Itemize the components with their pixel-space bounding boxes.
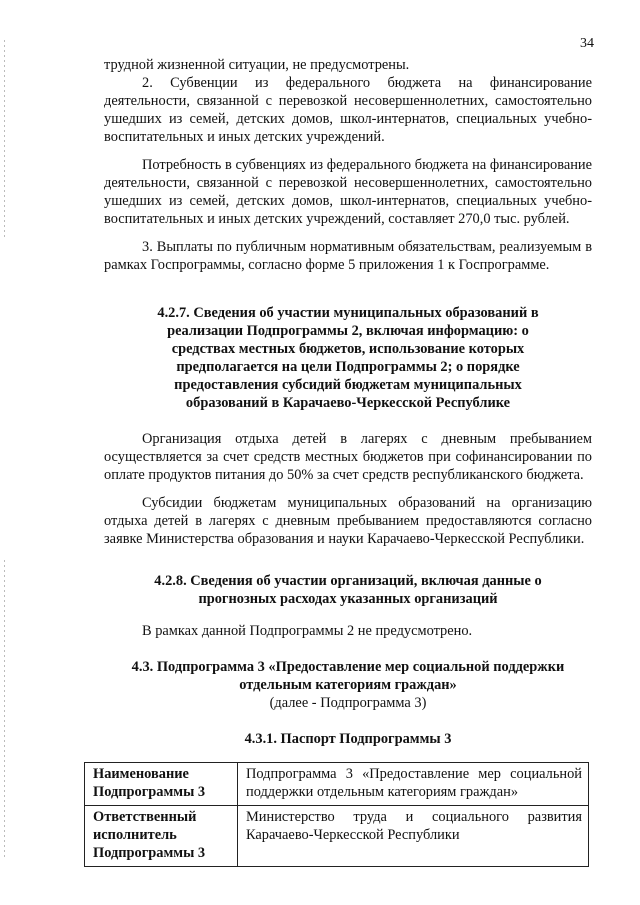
paragraph: 2. Субвенции из федерального бюджета на финансирование деятельности, связанной с перевозкой несовершеннолетних, самостоятельно ушедших из семей, детских домов, школ-интернатов, специальных учебно-воспитательных и иных детских учреждений. (104, 75, 592, 145)
table-cell-value: Министерство труда и социального развития Карачаево-Черкесской Республики (238, 806, 589, 867)
section-heading-4-3: 4.3. Подпрограмма 3 «Предоставление мер социальной поддержки отдельным категориям граждан» (131, 659, 565, 693)
table-cell-label: Ответственный исполнитель Подпрограммы 3 (85, 806, 238, 867)
table-row (85, 763, 589, 806)
paragraph: Потребность в субвенциях из федерального бюджета на финансирование деятельности, связанной с перевозкой несовершеннолетних, самостоятельно ушедших из семей, детских домов, школ-интернатов, специальных учебно-воспитательных и иных детских учреждений, составляет 270,0 тыс. рублей. (104, 157, 592, 227)
page-number: 34 (580, 36, 594, 51)
scan-margin-mark (4, 560, 5, 860)
section-subheading: (далее - Подпрограмма 3) (269, 695, 427, 711)
table-cell-label: Наименование Подпрограммы 3 (85, 763, 238, 806)
passport-table (84, 762, 589, 867)
section-heading-4-3-1: 4.3.1. Паспорт Подпрограммы 3 (244, 731, 452, 747)
paragraph: Субсидии бюджетам муниципальных образований на организацию отдыха детей в лагерях с дневным пребыванием предоставляются согласно заявке Министерства образования и науки Карачаево-Черкесской Республики. (104, 495, 592, 547)
paragraph: 3. Выплаты по публичным нормативным обязательствам, реализуемым в рамках Госпрограммы, согласно форме 5 приложения 1 к Госпрограмме. (104, 239, 592, 273)
paragraph: В рамках данной Подпрограммы 2 не предусмотрено. (142, 623, 473, 639)
scan-margin-mark (4, 40, 5, 240)
paragraph: Организация отдыха детей в лагерях с дневным пребыванием осуществляется за счет средств местных бюджетов при софинансировании по оплате продуктов питания до 50% за счет средств республиканского бюджета. (104, 431, 592, 483)
paragraph: трудной жизненной ситуации, не предусмотрены. (104, 57, 410, 73)
section-heading-4-2-7: 4.2.7. Сведения об участии муниципальных образований в реализации Подпрограммы 2, включая информацию: о средствах местных бюджетов, использование которых предполагается на цели Подпрограммы 2; о порядке предоставления субсидий бюджетам муниципальных образований в Карачаево-Черкесской Республике (157, 305, 539, 411)
document-body (93, 56, 592, 867)
table-row (85, 806, 589, 867)
section-heading-4-2-8: 4.2.8. Сведения об участии организаций, включая данные о прогнозных расходах указанных организаций (154, 573, 542, 607)
table-cell-value: Подпрограмма 3 «Предоставление мер социальной поддержки отдельным категориям граждан» (238, 763, 589, 806)
